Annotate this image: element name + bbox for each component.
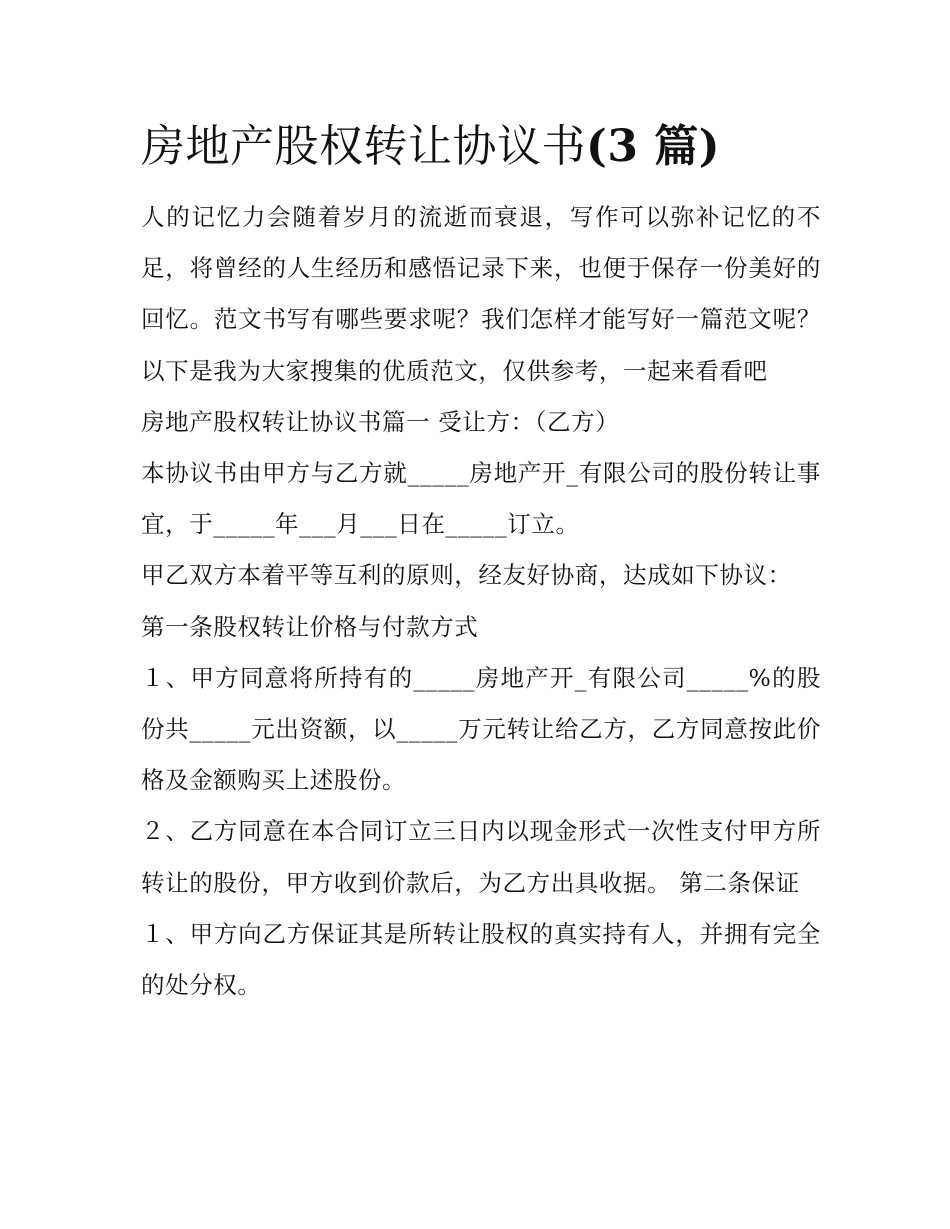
document-title-suffix: (3 篇) <box>586 121 721 172</box>
agreement-preamble: 本协议书由甲方与乙方就_____房地产开_有限公司的股份转让事宜，于_____年___月___日在_____订立。 <box>141 459 821 539</box>
article-one-heading: 第一条股权转让价格与付款方式 <box>141 612 479 641</box>
section-heading-part-one: 房地产股权转让协议书篇一 受让方：（乙方） <box>141 407 620 436</box>
document-title <box>141 112 821 182</box>
document-title-main: 房地产股权转让协议书 <box>141 121 586 172</box>
article-one-clause-1: １、甲方同意将所持有的_____房地产开_有限公司_____%的股份共_____元出资额，以_____万元转让给乙方，乙方同意按此价格及金额购买上述股份。 <box>141 663 821 795</box>
document-body <box>141 112 821 1011</box>
intro-paragraph: 人的记忆力会随着岁月的流逝而衰退，写作可以弥补记忆的不足，将曾经的人生经历和感悟记录下来，也便于保存一份美好的回忆。范文书写有哪些要求呢？我们怎样才能写好一篇范文呢？以下是我为大家搜集的优质范文，仅供参考，一起来看看吧 <box>141 203 821 385</box>
article-one-clause-2: ２、乙方同意在本合同订立三日内以现金形式一次性支付甲方所转让的股份，甲方收到价款后，为乙方出具收据。 第二条保证 <box>141 817 821 897</box>
agreement-principle: 甲乙双方本着平等互利的原则，经友好协商，达成如下协议： <box>141 561 792 590</box>
article-two-clause-1: １、甲方向乙方保证其是所转让股权的真实持有人，并拥有完全的处分权。 <box>141 919 821 1000</box>
